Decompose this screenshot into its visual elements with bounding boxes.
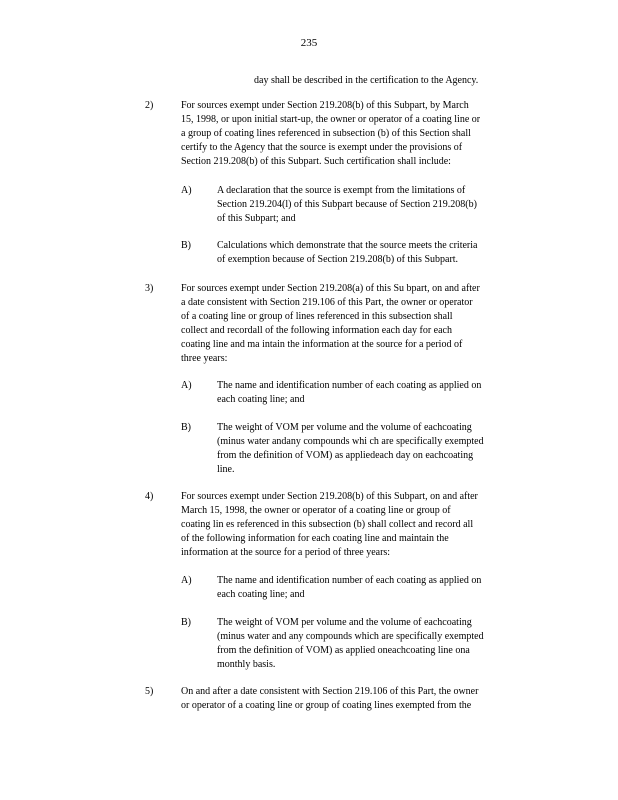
text-line: Calculations which demonstrate that the source meets the criteria	[217, 240, 478, 251]
item-2-body	[181, 99, 543, 169]
text-line: The weight of VOM per volume and the volume of eachcoating	[217, 617, 472, 628]
text-line: On and after a date consistent with Section 219.106 of this Part, the owner	[181, 686, 479, 697]
text-line: a date consistent with Section 219.106 of this Part, the owner or operator	[181, 297, 473, 308]
item-4-sub-b-label: B)	[181, 617, 191, 628]
item-4-sub-b-body	[217, 616, 543, 672]
text-line: coating line and ma intain the information at the source for a period of	[181, 339, 463, 350]
text-line: The name and identification number of each coating as applied on	[217, 380, 482, 391]
text-line: The weight of VOM per volume and the volume of eachcoating	[217, 422, 472, 433]
text-line: of this Subpart; and	[217, 213, 296, 224]
item-3-sub-b-label: B)	[181, 422, 191, 433]
item-3-body	[181, 282, 543, 366]
text-line: three years:	[181, 353, 228, 364]
text-line: of a coating line or group of lines referenced in this subsection shall	[181, 311, 453, 322]
text-line: of exemption because of Section 219.208(b) of this Subpart.	[217, 254, 459, 265]
item-number-3: 3)	[145, 283, 154, 294]
text-line: The name and identification number of each coating as applied on	[217, 575, 482, 586]
text-line: 15, 1998, or upon initial start-up, the owner or operator of a coating line or	[181, 114, 481, 125]
item-3-sub-a-body	[217, 379, 543, 407]
item-5-body	[181, 685, 543, 713]
text-line: For sources exempt under Section 219.208(a) of this Su bpart, on and after	[181, 283, 480, 294]
text-line: For sources exempt under Section 219.208(b) of this Subpart, by March	[181, 100, 469, 111]
text-line: collect and recordall of the following information each day for each	[181, 325, 452, 336]
item-4-sub-a-body	[217, 574, 543, 602]
text-line: a group of coating lines referenced in subsection (b) of this Section shall	[181, 128, 471, 139]
item-2-sub-b-label: B)	[181, 240, 191, 251]
item-4-body	[181, 490, 543, 560]
text-line: each coating line; and	[217, 394, 305, 405]
text-line: from the definition of VOM) as applied oneachcoating line ona	[217, 645, 470, 656]
item-4-sub-a-label: A)	[181, 575, 192, 586]
text-line: (minus water and any compounds which are specifically exempted	[217, 631, 484, 642]
text-line: information at the source for a period of three years:	[181, 547, 391, 558]
page-number: 235	[300, 37, 318, 49]
text-line: March 15, 1998, the owner or operator of a coating line or group of	[181, 505, 451, 516]
text-line: from the definition of VOM) as appliedeach day on eachcoating	[217, 450, 474, 461]
item-2-sub-a-body	[217, 184, 543, 226]
item-3-sub-a-label: A)	[181, 380, 192, 391]
text-line: of the following information for each coating line and maintain the	[181, 533, 449, 544]
item-3-sub-b-body	[217, 421, 543, 477]
item-number-2: 2)	[145, 100, 154, 111]
text-line: or operator of a coating line or group of coating lines exempted from the	[181, 700, 472, 711]
text-line: coating lin es referenced in this subsection (b) shall collect and record all	[181, 519, 474, 530]
text-line: A declaration that the source is exempt from the limitations of	[217, 185, 466, 196]
item-2-sub-a-label: A)	[181, 185, 192, 196]
text-line: monthly basis.	[217, 659, 276, 670]
continuation-text: day shall be described in the certification to the Agency.	[254, 75, 479, 86]
item-2-sub-b-body	[217, 239, 543, 267]
text-line: For sources exempt under Section 219.208(b) of this Subpart, on and after	[181, 491, 478, 502]
text-line: (minus water andany compounds whi ch are specifically exempted	[217, 436, 484, 447]
text-line: line.	[217, 464, 235, 475]
item-number-4: 4)	[145, 491, 154, 502]
text-line: each coating line; and	[217, 589, 305, 600]
item-number-5: 5)	[145, 686, 154, 697]
text-line: Section 219.208(b) of this Subpart. Such certification shall include:	[181, 156, 451, 167]
text-line: certify to the Agency that the source is exempt under the provisions of	[181, 142, 463, 153]
text-line: Section 219.204(l) of this Subpart because of Section 219.208(b)	[217, 199, 477, 210]
